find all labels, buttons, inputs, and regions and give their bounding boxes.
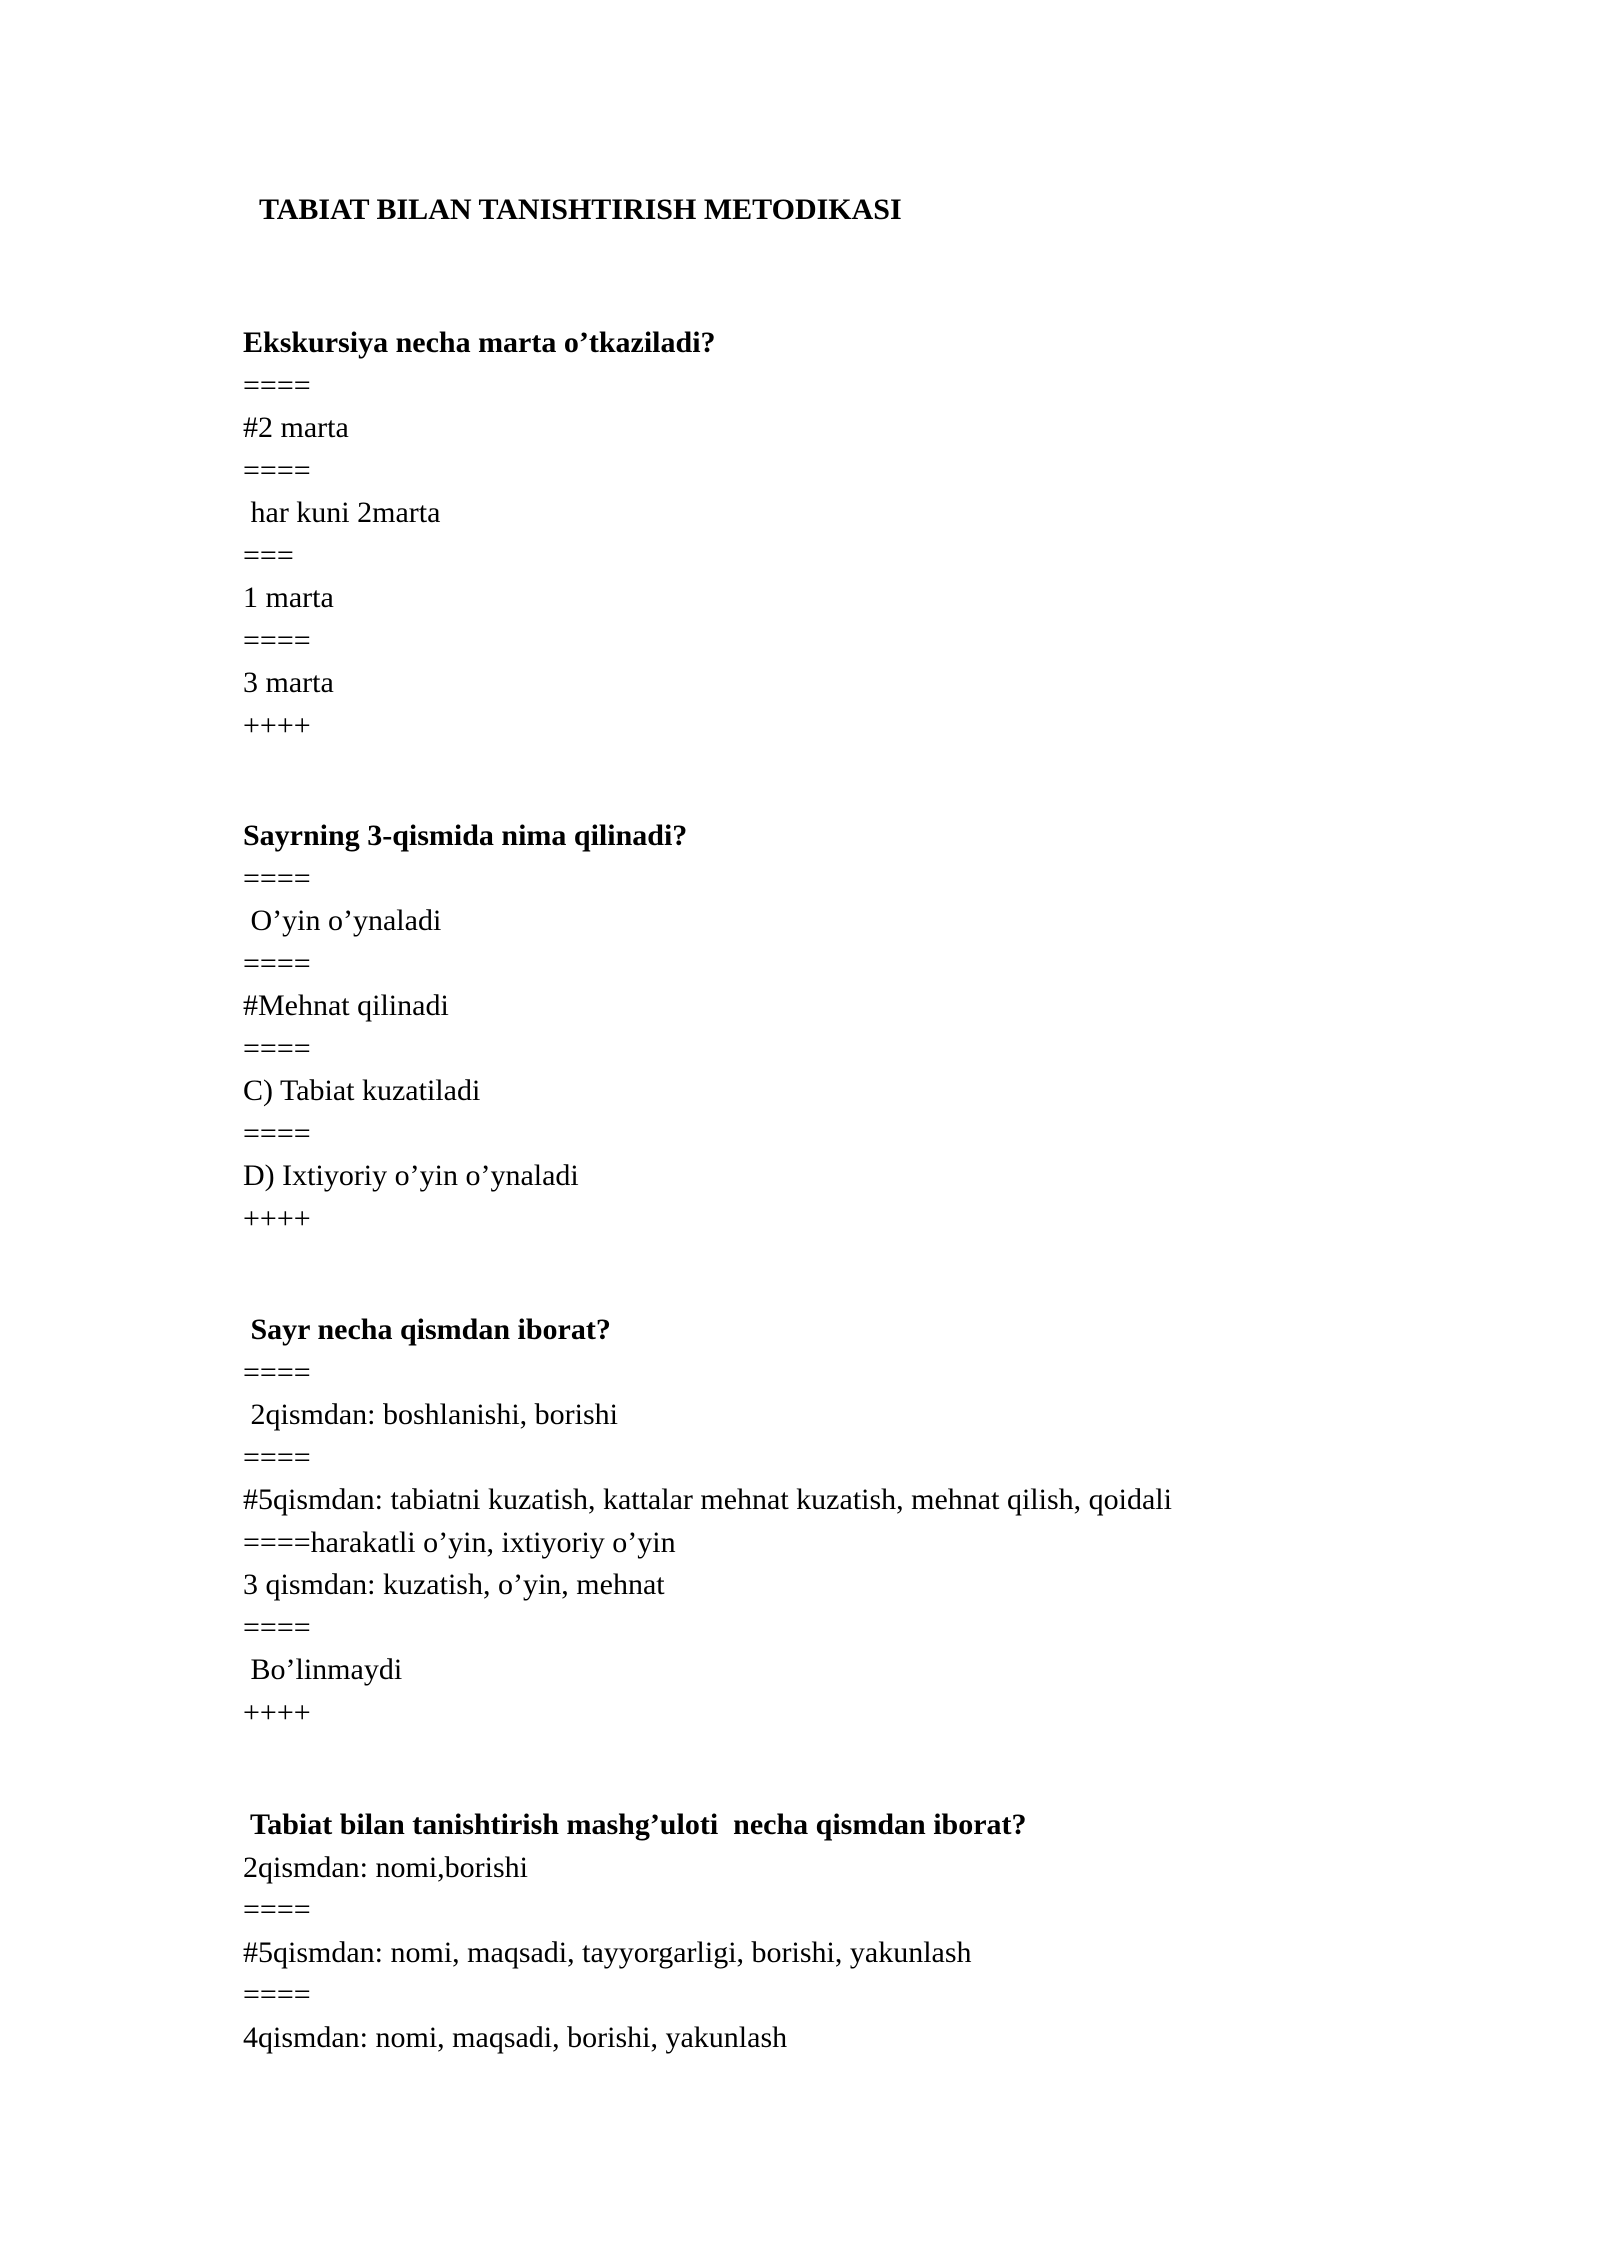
separator-line: ====: [243, 1440, 311, 1474]
answer-option: 3 marta: [243, 666, 334, 699]
answer-option: 3 qismdan: kuzatish, o’yin, mehnat: [243, 1568, 665, 1601]
separator-line: ====: [243, 861, 311, 895]
separator-line: ====: [243, 623, 311, 657]
answer-option: Bo’linmaydi: [243, 1653, 403, 1686]
separator-line: ====: [243, 946, 311, 980]
separator-line: ====: [243, 453, 311, 487]
answer-option: O’yin o’ynaladi: [243, 904, 442, 937]
question-text: Sayr necha qismdan iborat?: [243, 1313, 611, 1346]
question-block: [243, 322, 1543, 747]
answer-option-continuation: ====harakatli o’yin, ixtiyoriy o’yin: [243, 1525, 676, 1559]
document-title: TABIAT BILAN TANISHTIRISH METODIKASI: [252, 193, 902, 226]
question-block: [243, 1804, 1543, 2059]
end-marker: ++++: [243, 708, 311, 742]
answer-option: 2qismdan: boshlanishi, borishi: [243, 1398, 618, 1431]
separator-line: ===: [243, 538, 294, 572]
separator-line: ====: [243, 1116, 311, 1150]
answer-option: 2qismdan: nomi,borishi: [243, 1850, 528, 1884]
separator-line: ====: [243, 1610, 311, 1644]
answer-option: 4qismdan: nomi, maqsadi, borishi, yakunlash: [243, 2020, 788, 2054]
answer-option: har kuni 2marta: [243, 496, 441, 529]
question-text: Tabiat bilan tanishtirish mashg’uloti necha qismdan iborat?: [243, 1808, 1027, 1841]
answer-option: D) Ixtiyoriy o’yin o’ynaladi: [243, 1159, 579, 1192]
answer-option: C) Tabiat kuzatiladi: [243, 1074, 481, 1107]
separator-line: ====: [243, 368, 311, 402]
question-text: Sayrning 3-qismida nima qilinadi?: [243, 819, 688, 852]
end-marker: ++++: [243, 1695, 311, 1729]
separator-line: ====: [243, 1355, 311, 1389]
answer-option: #Mehnat qilinadi: [243, 989, 449, 1022]
answer-option: 1 marta: [243, 581, 334, 614]
answer-option: #2 marta: [243, 411, 349, 444]
separator-line: ====: [243, 1031, 311, 1065]
question-text: Ekskursiya necha marta o’tkaziladi?: [243, 326, 716, 359]
answer-option: #5qismdan: nomi, maqsadi, tayyorgarligi, borishi, yakunlash: [243, 1935, 972, 1969]
answer-option: #5qismdan: tabiatni kuzatish, kattalar mehnat kuzatish, mehnat qilish, qoidali: [243, 1483, 1172, 1516]
end-marker: ++++: [243, 1201, 311, 1235]
separator-line: ====: [243, 1893, 311, 1926]
question-block: [243, 1309, 1543, 1734]
question-block: [243, 815, 1543, 1240]
separator-line: ====: [243, 1978, 311, 2011]
